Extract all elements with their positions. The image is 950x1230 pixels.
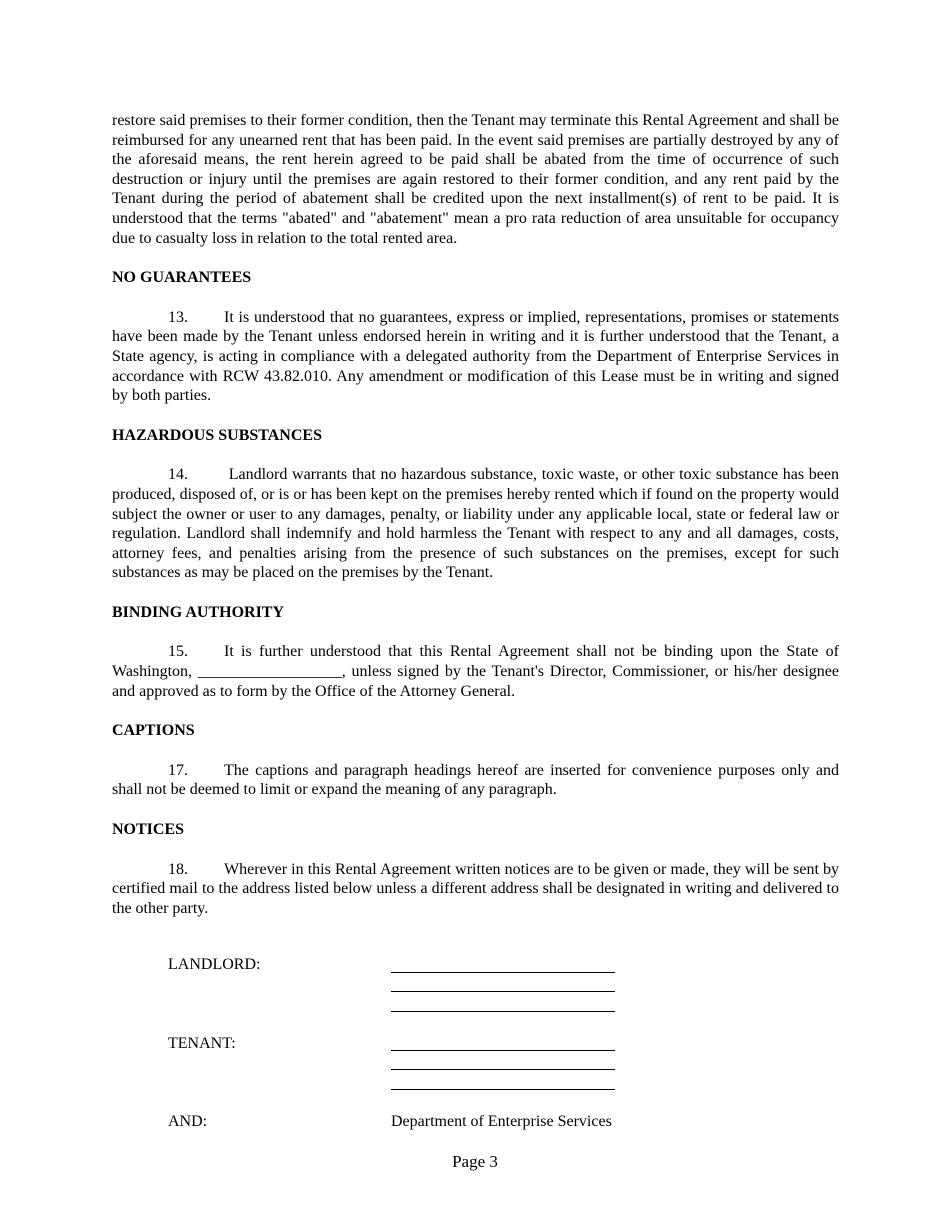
section-paragraph (112, 308, 839, 406)
section-binding-authority (112, 603, 839, 701)
paragraph-number: 18. (168, 860, 188, 878)
paragraph-text: Landlord warrants that no hazardous substance, toxic waste, or other toxic substance has been produced, disposed of, or is or has been kept on the premises hereby rented which if found on the property would subject the owner or user to any damages, penalty, or liability under any applicable local, state or federal law or regulation. Landlord shall indemnify and hold harmless the Tenant with respect to any and all damages, costs, attorney fees, and penalties arising from the presence of such substances on the premises, except for such substances as may be placed on the premises by the Tenant. (112, 466, 839, 582)
landlord-label: LANDLORD: (168, 956, 261, 974)
tenant-address-line (391, 1089, 615, 1090)
landlord-address-line (391, 972, 615, 973)
intro-paragraph: restore said premises to their former condition, then the Tenant may terminate this Rental Agreement and shall be reimbursed for any unearned rent that has been paid. In the event said premises are partially destroyed by any of the aforesaid means, the rent herein agreed to be paid shall be abated from the time of occurrence of such destruction or injury until the premises are again restored to their former condition, and any rent paid by the Tenant during the period of abatement shall be credited upon the next installment(s) of rent to be paid. It is understood that the terms "abated" and "abatement" mean a pro rata reduction of area unsuitable for occupancy due to casualty loss in relation to the total rented area. (112, 112, 839, 247)
tenant-address-line (391, 1069, 615, 1070)
paragraph-number: 15. (168, 643, 188, 661)
paragraph-text: Wherever in this Rental Agreement written notices are to be given or made, they will be sent by certified mail to the address listed below unless a different address shall be designated in writing and delivered to the other party. (112, 860, 839, 917)
paragraph-text: The captions and paragraph headings hereof are inserted for convenience purposes only and shall not be deemed to limit or expand the meaning of any paragraph. (112, 761, 839, 799)
section-hazardous-substances (112, 426, 839, 583)
tenant-address-line (391, 1050, 615, 1051)
paragraph-number: 17. (168, 761, 188, 779)
and-address: Department of Enterprise Services (391, 1113, 612, 1131)
section-paragraph (112, 860, 839, 919)
paragraph-text: It is understood that no guarantees, express or implied, representations, promises or statements have been made by the Tenant unless endorsed herein in writing and it is further understood that the Tenant, a State agency, is acting in compliance with a delegated authority from the Department of Enterprise Services in accordance with RCW 43.82.010. Any amendment or modification of this Lease must be in writing and signed by both parties. (112, 308, 839, 405)
section-paragraph (112, 761, 839, 800)
section-heading: BINDING AUTHORITY (112, 603, 285, 621)
paragraph-number: 14. (168, 466, 188, 484)
section-heading: NO GUARANTEES (112, 269, 252, 287)
paragraph-text: It is further understood that this Rental Agreement shall not be binding upon the State of Washington, __________________, unless signed by the Tenant's Director, Commissioner, or his/her designee and approved as to form by the Office of the Attorney General. (112, 643, 839, 700)
tenant-label: TENANT: (168, 1035, 236, 1053)
section-heading: HAZARDOUS SUBSTANCES (112, 426, 322, 444)
landlord-address-line (391, 1011, 615, 1012)
document-page (112, 111, 839, 1131)
section-captions (112, 721, 839, 800)
section-paragraph (112, 465, 839, 583)
and-label: AND: (168, 1113, 208, 1131)
page-number: Page 3 (452, 1152, 498, 1171)
section-no-guarantees (112, 268, 839, 406)
section-heading: CAPTIONS (112, 722, 195, 740)
section-heading: NOTICES (112, 821, 185, 839)
landlord-address-line (391, 991, 615, 992)
paragraph-number: 13. (168, 308, 188, 326)
section-notices (112, 820, 839, 918)
section-paragraph (112, 642, 839, 701)
